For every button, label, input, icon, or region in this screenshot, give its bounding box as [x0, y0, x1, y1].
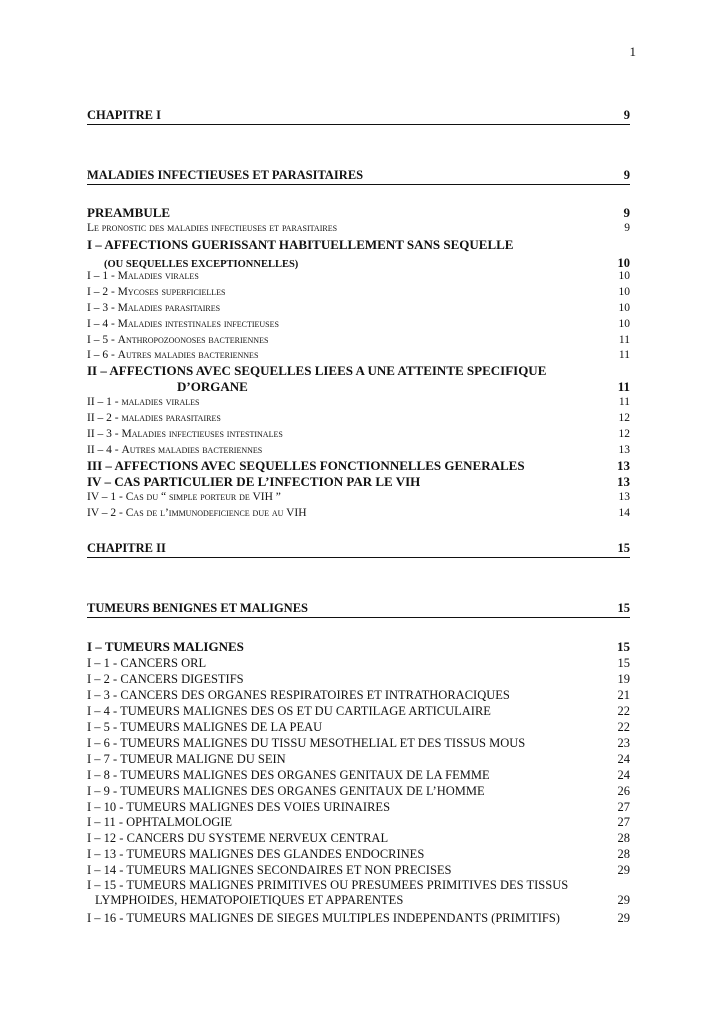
toc-page: 24	[617, 768, 630, 782]
toc-page: 13	[617, 474, 630, 489]
toc-label: Cas de l’immunodeficience due au VIH	[125, 507, 307, 519]
toc-label: maladies parasitaires	[121, 412, 221, 424]
toc-label: Maladies parasitaires	[117, 302, 221, 314]
toc-item-tm-1[interactable]	[87, 656, 630, 671]
toc-chapter-1[interactable]	[87, 108, 630, 125]
toc-label: Cas du “ simple porteur de VIH ”	[125, 491, 281, 503]
toc-page: 11	[618, 334, 630, 346]
toc-item-ii-1[interactable]	[87, 396, 630, 408]
toc-label: I – 5 - TUMEURS MALIGNES DE LA PEAU	[87, 720, 323, 734]
toc-item-tm-3[interactable]	[87, 688, 630, 703]
toc-page: 29	[617, 893, 630, 907]
toc-label: I – 12 - CANCERS DU SYSTEME NERVEUX CENTRAL	[87, 831, 389, 845]
toc-item-tm-6[interactable]	[87, 736, 630, 751]
toc-section-infectieuses[interactable]	[87, 168, 630, 185]
toc-pronostic[interactable]	[87, 222, 630, 234]
toc-label: I – 9 - TUMEURS MALIGNES DES ORGANES GENITAUX DE L’HOMME	[87, 784, 485, 798]
toc-section-tumeurs[interactable]	[87, 601, 630, 618]
toc-label-continued: LYMPHOIDES, HEMATOPOIETIQUES ET APPARENTES	[95, 893, 404, 907]
toc-page: 14	[618, 507, 630, 519]
toc-page: 28	[617, 831, 630, 845]
toc-page: 28	[617, 847, 630, 861]
toc-page: 10	[617, 256, 630, 270]
page-number: 1	[629, 44, 636, 59]
toc-number: IV – 2 -	[87, 507, 123, 519]
toc-label: I – TUMEURS MALIGNES	[87, 639, 244, 654]
toc-page: 15	[617, 656, 630, 670]
toc-number: II – 1 -	[87, 396, 119, 408]
toc-number: I – 6 -	[87, 349, 115, 361]
toc-label: MALADIES INFECTIEUSES ET PARASITAIRES	[87, 168, 364, 182]
toc-part-1-sub[interactable]	[87, 256, 630, 271]
toc-page: 23	[617, 736, 630, 750]
toc-number: I – 2 -	[87, 286, 115, 298]
toc-label: (OU SEQUELLES EXCEPTIONNELLES)	[104, 259, 299, 270]
toc-label: I – 4 - TUMEURS MALIGNES DES OS ET DU CARTILAGE ARTICULAIRE	[87, 704, 491, 718]
toc-label: Autres maladies bacteriennes	[121, 444, 263, 456]
toc-item-tm-8[interactable]	[87, 768, 630, 783]
toc-page: 27	[617, 800, 630, 814]
toc-page: 24	[617, 752, 630, 766]
toc-page: 10	[618, 318, 630, 330]
toc-number: II – 2 -	[87, 412, 119, 424]
toc-page: 15	[617, 639, 630, 654]
toc-item-iv-2[interactable]	[87, 507, 630, 519]
toc-page: 12	[618, 412, 630, 424]
toc-number: I – 1 -	[87, 270, 115, 282]
toc-label: CHAPITRE I	[87, 108, 161, 122]
toc-label: I – AFFECTIONS GUERISSANT HABITUELLEMENT SANS SEQUELLE	[87, 237, 514, 252]
toc-item-ii-2[interactable]	[87, 412, 630, 424]
toc-label: I – 7 - TUMEUR MALIGNE DU SEIN	[87, 752, 286, 766]
toc-page: 9	[624, 222, 630, 234]
toc-label: I – 1 - CANCERS ORL	[87, 656, 207, 670]
toc-label: PREAMBULE	[87, 205, 171, 220]
toc-page: 29	[617, 911, 630, 925]
toc-item-tm-14[interactable]	[87, 863, 630, 878]
toc-page: 26	[617, 784, 630, 798]
toc-item-i-3[interactable]	[87, 302, 630, 314]
toc-label: TUMEURS BENIGNES ET MALIGNES	[87, 601, 309, 615]
toc-number: I – 3 -	[87, 302, 115, 314]
toc-label: I – 14 - TUMEURS MALIGNES SECONDAIRES ET NON PRECISES	[87, 863, 452, 877]
toc-tumeurs-malignes[interactable]	[87, 639, 630, 655]
toc-page: 11	[618, 349, 630, 361]
toc-label: Maladies intestinales infectieuses	[117, 318, 279, 330]
toc-item-tm-4[interactable]	[87, 704, 630, 719]
toc-item-i-1[interactable]	[87, 270, 630, 282]
toc-label: Maladies virales	[117, 270, 199, 282]
toc-label: I – 6 - TUMEURS MALIGNES DU TISSU MESOTHELIAL ET DES TISSUS MOUS	[87, 736, 526, 750]
toc-label: Mycoses superficielles	[117, 286, 226, 298]
toc-item-tm-16[interactable]	[87, 911, 630, 926]
toc-page: 10	[618, 302, 630, 314]
toc-page: 27	[617, 815, 630, 829]
toc-label: II – AFFECTIONS AVEC SEQUELLES LIEES A UNE ATTEINTE SPECIFIQUE	[87, 363, 547, 378]
toc-item-tm-11[interactable]	[87, 815, 630, 830]
toc-item-tm-7[interactable]	[87, 752, 630, 767]
toc-page: 15	[617, 601, 630, 615]
toc-page: 22	[617, 704, 630, 718]
toc-number: I – 5 -	[87, 334, 115, 346]
toc-item-i-5[interactable]	[87, 334, 630, 346]
toc-item-tm-15[interactable]	[87, 878, 630, 908]
toc-part-4[interactable]	[87, 474, 630, 490]
toc-label: Maladies infectieuses intestinales	[121, 428, 283, 440]
toc-item-i-4[interactable]	[87, 318, 630, 330]
toc-page: 12	[618, 428, 630, 440]
toc-item-i-6[interactable]	[87, 349, 630, 361]
toc-label: maladies virales	[121, 396, 200, 408]
toc-preambule[interactable]	[87, 205, 630, 221]
toc-item-i-2[interactable]	[87, 286, 630, 298]
toc-part-2[interactable]	[87, 363, 630, 395]
toc-page: 10	[618, 270, 630, 282]
toc-label: Le pronostic des maladies infectieuses et parasitaires	[87, 222, 338, 234]
toc-label: III – AFFECTIONS AVEC SEQUELLES FONCTIONNELLES GENERALES	[87, 458, 525, 473]
toc-item-ii-4[interactable]	[87, 444, 630, 456]
toc-page: 9	[623, 168, 630, 182]
toc-page: 13	[618, 491, 630, 503]
toc-page: 9	[623, 108, 630, 122]
toc-part-3[interactable]	[87, 458, 630, 474]
toc-item-tm-10[interactable]	[87, 800, 630, 815]
toc-page: 9	[623, 205, 630, 220]
toc-item-ii-3[interactable]	[87, 428, 630, 440]
toc-number: IV – 1 -	[87, 491, 123, 503]
toc-page: 21	[617, 688, 630, 702]
toc-label: I – 11 - OPHTALMOLOGIE	[87, 815, 233, 829]
toc-label: Autres maladies bacteriennes	[117, 349, 259, 361]
toc-label: Anthropozoonoses bacteriennes	[117, 334, 269, 346]
toc-label: I – 8 - TUMEURS MALIGNES DES ORGANES GENITAUX DE LA FEMME	[87, 768, 490, 782]
toc-page: 22	[617, 720, 630, 734]
toc-item-tm-13[interactable]	[87, 847, 630, 862]
toc-label: I – 2 - CANCERS DIGESTIFS	[87, 672, 244, 686]
toc-label-continued: D’ORGANE	[177, 379, 248, 394]
toc-label: I – 10 - TUMEURS MALIGNES DES VOIES URINAIRES	[87, 800, 391, 814]
toc-number: II – 3 -	[87, 428, 119, 440]
toc-page: 19	[617, 672, 630, 686]
toc-page: 11	[617, 379, 630, 394]
toc-chapter-2[interactable]	[87, 541, 630, 558]
toc-number: I – 4 -	[87, 318, 115, 330]
toc-part-1[interactable]	[87, 237, 630, 253]
toc-item-tm-9[interactable]	[87, 784, 630, 799]
toc-label: IV – CAS PARTICULIER DE L’INFECTION PAR LE VIH	[87, 474, 421, 489]
toc-page: 11	[618, 396, 630, 408]
toc-item-iv-1[interactable]	[87, 491, 630, 503]
toc-page: 15	[617, 541, 630, 555]
toc-label: I – 15 - TUMEURS MALIGNES PRIMITIVES OU PRESUMEES PRIMITIVES DES TISSUS	[87, 878, 569, 892]
toc-number: II – 4 -	[87, 444, 119, 456]
toc-page: 10	[618, 286, 630, 298]
toc-label: I – 3 - CANCERS DES ORGANES RESPIRATOIRES ET INTRATHORACIQUES	[87, 688, 510, 702]
toc-label: CHAPITRE II	[87, 541, 166, 555]
toc-item-tm-2[interactable]	[87, 672, 630, 687]
toc-label: I – 16 - TUMEURS MALIGNES DE SIEGES MULTIPLES INDEPENDANTS (PRIMITIFS)	[87, 911, 560, 925]
toc-item-tm-5[interactable]	[87, 720, 630, 735]
toc-item-tm-12[interactable]	[87, 831, 630, 846]
toc-page: 13	[617, 458, 630, 473]
toc-label: I – 13 - TUMEURS MALIGNES DES GLANDES ENDOCRINES	[87, 847, 425, 861]
toc-page: 29	[617, 863, 630, 877]
toc-page: 13	[618, 444, 630, 456]
